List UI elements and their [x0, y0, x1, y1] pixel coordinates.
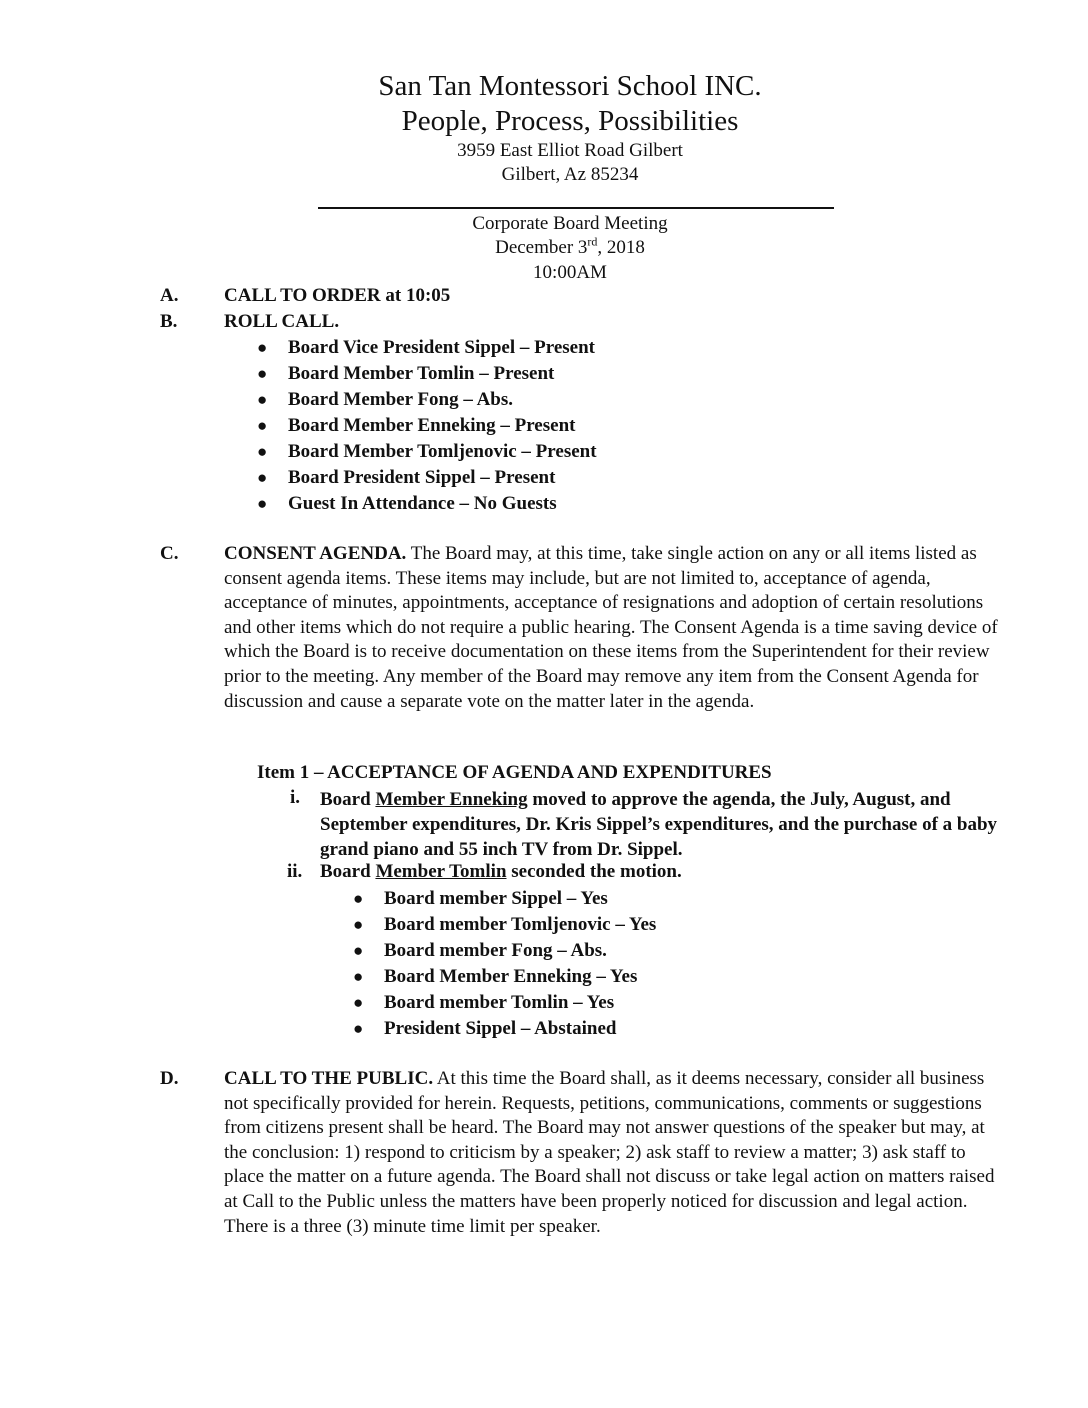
- bullet-icon: ●: [353, 1019, 364, 1038]
- vote-text: Board member Fong – Abs.: [384, 940, 607, 961]
- call-to-public-body: At this time the Board shall, as it deems necessary, consider all business not specifically provided for herein. Requests, petitions, communications, comments or suggestions from citizens present shall be heard. The Board may not answer questions of the speaker but may, at the conclusion: 1) respond to criticism by a speaker; 2) ask staff to review a matter; 3) ask staff to place the matter on a future agenda. The Board shall not discuss or take legal action on matters raised at Call to the Public unless the matters have been properly noticed for discussion and legal action. There is a three (3) minute time limit per speaker.: [224, 1068, 995, 1237]
- vote-text: Board Member Enneking – Yes: [384, 966, 638, 987]
- vote-item: [353, 990, 656, 1016]
- motion-i-mover: Member Enneking: [375, 789, 528, 810]
- section-d-letter: D.: [160, 1068, 179, 1089]
- bullet-icon: ●: [353, 915, 364, 934]
- consent-agenda-heading: CONSENT AGENDA.: [224, 543, 407, 564]
- section-b-letter: B.: [160, 311, 178, 332]
- motion-i-number: i.: [290, 787, 301, 808]
- bullet-icon: ●: [353, 889, 364, 908]
- roll-call-text: Board Member Fong – Abs.: [288, 389, 514, 410]
- vote-item: [353, 964, 656, 990]
- motion-ii-pre: Board: [320, 861, 376, 882]
- vote-text: Board member Tomljenovic – Yes: [384, 914, 657, 935]
- bullet-icon: ●: [257, 468, 268, 487]
- roll-call-item: [257, 465, 597, 491]
- bullet-icon: ●: [257, 416, 268, 435]
- call-to-public-heading: CALL TO THE PUBLIC.: [224, 1068, 434, 1089]
- address-line-1: 3959 East Elliot Road Gilbert: [457, 140, 683, 161]
- roll-call-text: Board Member Tomlin – Present: [288, 363, 555, 384]
- roll-call-text: Board Vice President Sippel – Present: [288, 337, 595, 358]
- bullet-icon: ●: [257, 364, 268, 383]
- bullet-icon: ●: [353, 967, 364, 986]
- roll-call-item: [257, 491, 597, 517]
- vote-text: Board member Sippel – Yes: [384, 888, 608, 909]
- header-divider: [318, 207, 834, 209]
- motion-ii-seconder: Member Tomlin: [375, 861, 507, 882]
- vote-list: [353, 886, 657, 1042]
- motion-i-pre: Board: [320, 789, 376, 810]
- section-b-title: ROLL CALL.: [224, 311, 340, 332]
- date-day: December 3: [495, 237, 588, 258]
- bullet-icon: ●: [257, 390, 268, 409]
- vote-item: [353, 886, 656, 912]
- motion-i-post: moved to approve the agenda, the July, August, and September expenditures, Dr. Kris Sippel’s expenditures, and the purchase of a baby grand piano and 55 inch TV from Dr. Sippel.: [320, 789, 998, 860]
- vote-item: [353, 1016, 656, 1042]
- vote-text: President Sippel – Abstained: [384, 1018, 617, 1039]
- motion-i-text: [320, 787, 1020, 862]
- motto: People, Process, Possibilities: [401, 105, 739, 137]
- roll-call-text: Guest In Attendance – No Guests: [288, 493, 557, 514]
- bullet-icon: ●: [257, 338, 268, 357]
- bullet-icon: ●: [353, 941, 364, 960]
- meeting-type: Corporate Board Meeting: [472, 213, 668, 234]
- item-1-title: Item 1 – ACCEPTANCE OF AGENDA AND EXPENDITURES: [257, 762, 772, 783]
- roll-call-item: [257, 439, 597, 465]
- date-year: , 2018: [597, 237, 645, 258]
- roll-call-item: [257, 361, 597, 387]
- vote-text: Board member Tomlin – Yes: [384, 992, 615, 1013]
- vote-item: [353, 938, 656, 964]
- meeting-time: 10:00AM: [533, 262, 607, 283]
- consent-agenda-body: The Board may, at this time, take single action on any or all items listed as consent agenda items. These items may include, but are not limited to, acceptance of agenda, acceptance of minutes, appointments, acceptance of resignations and adoption of certain resolutions and other items which do not require a public hearing. The Consent Agenda is a time saving device of which the Board is to receive documentation on these items from the Superintendent for their review prior to the meeting. Any member of the Board may remove any item from the Consent Agenda for discussion and cause a separate vote on the matter later in the agenda.: [224, 543, 998, 712]
- roll-call-list: [257, 335, 597, 517]
- motion-ii-post: seconded the motion.: [506, 861, 682, 882]
- vote-item: [353, 912, 657, 938]
- consent-agenda-paragraph: [224, 542, 1014, 714]
- roll-call-item: [257, 413, 597, 439]
- motion-ii-text: [320, 861, 682, 883]
- bullet-icon: ●: [353, 993, 364, 1012]
- section-a-title: CALL TO ORDER at 10:05: [224, 285, 451, 306]
- section-a-letter: A.: [160, 285, 179, 306]
- call-to-public-paragraph: [224, 1067, 1004, 1239]
- meeting-date: [0, 236, 1088, 260]
- roll-call-item: [257, 387, 597, 413]
- bullet-icon: ●: [257, 494, 268, 513]
- address-line-2: Gilbert, Az 85234: [501, 164, 639, 185]
- date-ordinal: rd: [587, 234, 598, 249]
- org-name: San Tan Montessori School INC.: [378, 70, 762, 102]
- motion-ii-number: ii.: [287, 861, 303, 882]
- roll-call-text: Board Member Tomljenovic – Present: [288, 441, 597, 462]
- roll-call-text: Board President Sippel – Present: [288, 467, 556, 488]
- bullet-icon: ●: [257, 442, 268, 461]
- roll-call-item: [257, 335, 597, 361]
- section-c-letter: C.: [160, 543, 179, 564]
- roll-call-text: Board Member Enneking – Present: [288, 415, 576, 436]
